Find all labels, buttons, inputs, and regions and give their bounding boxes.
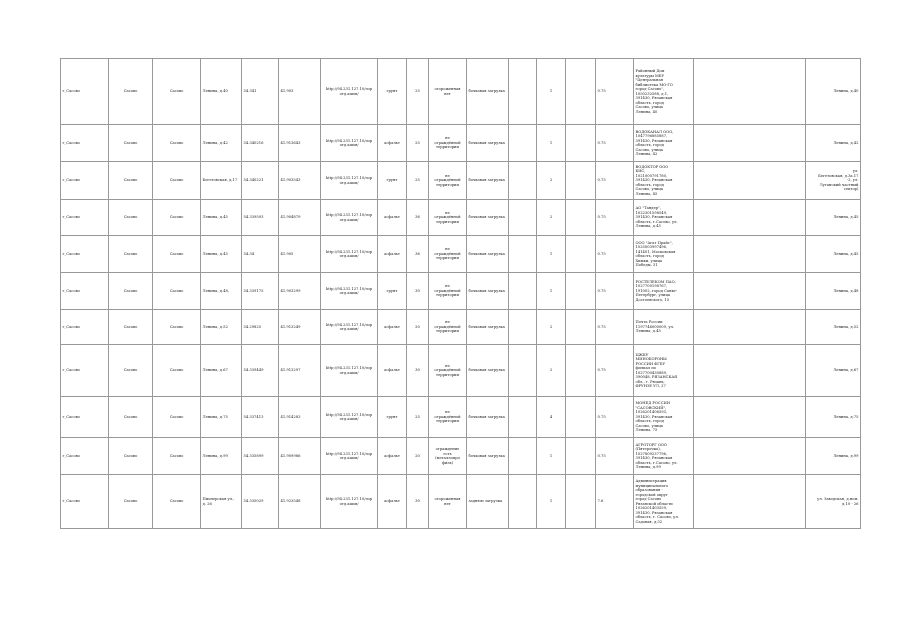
table-cell xyxy=(694,438,806,475)
table-cell xyxy=(509,397,537,438)
table-cell: 25 xyxy=(407,397,429,438)
table-cell: асфальт xyxy=(378,475,407,529)
table-cell xyxy=(694,273,806,310)
table-cell: 0.75 xyxy=(596,397,634,438)
table-cell xyxy=(509,475,537,529)
table-cell: бочковая загрузка xyxy=(467,236,509,273)
table-cell: бочковая загрузка xyxy=(467,345,509,397)
table-cell: не ограждённой территории xyxy=(429,125,467,162)
table-cell: огороженная нет xyxy=(429,475,467,529)
table-cell: 20 xyxy=(407,310,429,345)
table-cell: Ленина, д.42 xyxy=(201,125,242,162)
table-cell: бочковая загрузка xyxy=(467,438,509,475)
table-cell: асфальт xyxy=(378,236,407,273)
table-cell: 41.903299 xyxy=(279,273,321,310)
table-cell: Сасово xyxy=(153,438,201,475)
table-cell xyxy=(566,438,596,475)
table-cell: Бегетовская, д.17 xyxy=(201,162,242,200)
table-cell xyxy=(509,345,537,397)
table-cell xyxy=(694,345,806,397)
table-cell: не ограждённой территории xyxy=(429,345,467,397)
table-cell: грунт xyxy=(378,273,407,310)
table-cell: Почта России 1197746000009, ул. Ленина, д.45 xyxy=(634,310,694,345)
table-cell: не ограждённой территории xyxy=(429,273,467,310)
table-cell: 0.75 xyxy=(596,273,634,310)
table-cell: Ленина, д.45 xyxy=(201,236,242,273)
table-cell xyxy=(509,438,537,475)
table-cell: 36 xyxy=(407,236,429,273)
registry-table xyxy=(60,58,861,529)
table-cell: http://94.231.127.10/эор отд.ашов/ xyxy=(321,273,378,310)
table-cell: АО "Тандер", 1022301598549, 391430, Рязанская область, г.Сасово, ул. Ленина, д.45 xyxy=(634,200,694,236)
table-cell: не ограждённой территории xyxy=(429,200,467,236)
table-cell xyxy=(566,162,596,200)
table-cell: огороженная нет xyxy=(429,59,467,125)
table-cell: 54.339593 xyxy=(242,200,279,236)
table-cell: грунт xyxy=(378,397,407,438)
table-cell: г_Сасово xyxy=(61,125,109,162)
table-cell: не ограждённой территории xyxy=(429,236,467,273)
table-cell: 0.75 xyxy=(596,125,634,162)
table-cell: ООО "Агат Прайс", 1025003997496, 141401, Московская область, город Химки, улица Победы, 31 xyxy=(634,236,694,273)
table-cell: http://94.231.127.10/эор отд.ашов/ xyxy=(321,200,378,236)
table-cell: асфальт xyxy=(378,310,407,345)
table-row xyxy=(61,125,861,162)
table-cell: http://94.231.127.10/эор отд.ашов/ xyxy=(321,59,378,125)
table-cell: ул. Бегетовская, д.3а.17 -2, ул. Луганский частный сектор) xyxy=(806,162,861,200)
table-cell: 0.75 xyxy=(596,310,634,345)
table-cell: г_Сасово xyxy=(61,397,109,438)
table-cell: 0.75 xyxy=(596,438,634,475)
table-cell: Ленина, д.48, xyxy=(201,273,242,310)
table-cell: 41.904879 xyxy=(279,200,321,236)
table-cell: Ленина, д.67 xyxy=(806,345,861,397)
table-cell xyxy=(566,310,596,345)
table-cell: 36 xyxy=(407,200,429,236)
table-cell: 41.913297 xyxy=(279,345,321,397)
table-cell: ул. Заводская, д.ном. д.10 - 26 xyxy=(806,475,861,529)
table-cell: 41.905 xyxy=(279,236,321,273)
table-cell: Ленина, д.52 xyxy=(201,310,242,345)
table-cell: 30 xyxy=(407,475,429,529)
table-cell: 41.913249 xyxy=(279,310,321,345)
table-cell xyxy=(694,236,806,273)
table-cell: 54.340221 xyxy=(242,162,279,200)
table-cell: бочковая загрузка xyxy=(467,125,509,162)
table-cell xyxy=(509,59,537,125)
table-cell: г_Сасово xyxy=(61,273,109,310)
table-cell: 0.75 xyxy=(596,200,634,236)
table-cell: грунт xyxy=(378,59,407,125)
table-cell: 41.913643 xyxy=(279,125,321,162)
table-cell xyxy=(694,200,806,236)
table-cell xyxy=(509,273,537,310)
table-cell: http://94.231.127.10/эор отд.ашов/ xyxy=(321,438,378,475)
table-cell: г_Сасово xyxy=(61,438,109,475)
table-cell: 1 xyxy=(537,475,566,529)
table-cell: Сасово xyxy=(153,59,201,125)
table-cell: Сасово xyxy=(153,397,201,438)
table-cell: Сасово xyxy=(109,310,153,345)
table-cell: асфальт xyxy=(378,438,407,475)
table-cell: 0.75 xyxy=(596,236,634,273)
table-cell: 0.75 xyxy=(596,345,634,397)
table-cell xyxy=(566,345,596,397)
table-cell: 25 xyxy=(407,59,429,125)
table-cell: г_Сасово xyxy=(61,475,109,529)
table-cell: 1 xyxy=(537,236,566,273)
table-cell: 54.29825 xyxy=(242,310,279,345)
table-cell: 1 xyxy=(537,59,566,125)
table-row xyxy=(61,310,861,345)
table-cell: 41.923548 xyxy=(279,475,321,529)
table-row xyxy=(61,345,861,397)
table-cell xyxy=(694,125,806,162)
table-cell: Ленина, д.48 xyxy=(806,273,861,310)
table-cell: http://94.231.127.10/эор отд.ашов/ xyxy=(321,162,378,200)
table-cell: 54.339449 xyxy=(242,345,279,397)
table-cell: http://94.231.127.10/эор отд.ашов/ xyxy=(321,397,378,438)
table-cell: 54.335899 xyxy=(242,438,279,475)
table-cell: Сасово xyxy=(109,162,153,200)
table-cell: Ленина, д.42 xyxy=(806,125,861,162)
table-row xyxy=(61,200,861,236)
table-cell: бочковая загрузка xyxy=(467,200,509,236)
table-cell: Ленина, д.75 xyxy=(201,397,242,438)
table-cell xyxy=(509,236,537,273)
table-cell xyxy=(566,59,596,125)
table-row xyxy=(61,475,861,529)
table-cell: Ленина, д.45 xyxy=(806,200,861,236)
table-cell: Сасово xyxy=(109,273,153,310)
table-cell: Ленина, д.45 xyxy=(806,236,861,273)
table-cell: 0.75 xyxy=(596,59,634,125)
table-cell: г_Сасово xyxy=(61,59,109,125)
table-cell: Сасово xyxy=(109,125,153,162)
table-cell xyxy=(566,397,596,438)
table-cell: г_Сасово xyxy=(61,162,109,200)
table-cell: бочковая загрузка xyxy=(467,59,509,125)
table-cell: Сасово xyxy=(153,273,201,310)
table-cell xyxy=(566,236,596,273)
table-cell: 30 xyxy=(407,273,429,310)
table-cell: ВОДОКТОР ООО БИС, 1021000791780, 391430, Рязанская область, город Сасово, улица Ленина, 45 xyxy=(634,162,694,200)
table-cell: г_Сасово xyxy=(61,310,109,345)
table-cell: Сасово xyxy=(153,125,201,162)
table-cell xyxy=(694,59,806,125)
table-cell xyxy=(694,310,806,345)
table-cell: Сасово xyxy=(109,475,153,529)
table-cell: Ленина, д.45 xyxy=(201,200,242,236)
table-cell: Администрация муниципального образования - городской округ город Сасово Рязанской области 1026201403559, 391430, Рязанская область, г. Сасово, ул. Садовая, д.32 xyxy=(634,475,694,529)
table-cell xyxy=(566,273,596,310)
table-cell xyxy=(566,475,596,529)
table-cell: Сасово xyxy=(153,345,201,397)
table-row xyxy=(61,438,861,475)
table-cell: РОСТЕЛЕКОМ ПАО, 1027700198767, 191002, город Санкт- Петербург, улица Достоевского, 15 xyxy=(634,273,694,310)
table-cell: 54.335029 xyxy=(242,475,279,529)
table-cell: 41.914283 xyxy=(279,397,321,438)
table-cell xyxy=(694,162,806,200)
table-cell xyxy=(694,397,806,438)
table-cell: 41.903543 xyxy=(279,162,321,200)
table-cell: заднюю загрузка xyxy=(467,475,509,529)
table-cell: 54.340216 xyxy=(242,125,279,162)
table-cell: http://94.231.127.10/эор отд.ашов/ xyxy=(321,345,378,397)
table-cell: Районный Дом культуры МБУ "Центральная библиотека МО-ГО город Сасово", 1050232588, д.1, 391430, Рязанская область, город Сасово, улица Ленина, 40 xyxy=(634,59,694,125)
table-cell: Ленина, д.40 xyxy=(201,59,242,125)
table-cell: 54.34 xyxy=(242,236,279,273)
table-cell: 30 xyxy=(407,345,429,397)
table-cell: не ограждённой территории xyxy=(429,397,467,438)
table-cell: бочковая загрузка xyxy=(467,310,509,345)
table-cell: не ограждённой территории xyxy=(429,162,467,200)
table-cell: асфальт xyxy=(378,345,407,397)
table-cell: ограждение есть (металлопро филь) xyxy=(429,438,467,475)
table-cell: http://94.231.127.10/эор отд.ашов/ xyxy=(321,310,378,345)
table-cell: 1 xyxy=(537,438,566,475)
table-cell: 25 xyxy=(407,125,429,162)
table-cell xyxy=(566,200,596,236)
table-cell: 2 xyxy=(537,310,566,345)
table-cell: 54.339175 xyxy=(242,273,279,310)
table-cell: 2 xyxy=(537,200,566,236)
table-cell: МОНЕД РОССИИ "САСОВСКИЙ", 1026201406593, 391430, Рязанская область, город Сасово, улица Ленина, 75 xyxy=(634,397,694,438)
table-cell: Ленина, д.67 xyxy=(201,345,242,397)
table-cell: 25 xyxy=(407,162,429,200)
table-cell: Сасово xyxy=(153,236,201,273)
table-cell: Сасово xyxy=(153,200,201,236)
table-row xyxy=(61,273,861,310)
table-cell: Ленина, д.75 xyxy=(806,397,861,438)
table-cell: Пионерская ул., д. 26 xyxy=(201,475,242,529)
table-cell: Ленина, д.40 xyxy=(806,59,861,125)
table-cell: Ленина, д.99 xyxy=(201,438,242,475)
table-cell: Сасово xyxy=(109,438,153,475)
table-row xyxy=(61,397,861,438)
table-row xyxy=(61,236,861,273)
table-cell: 41.909986 xyxy=(279,438,321,475)
table-cell: Ленина, д.52 xyxy=(806,310,861,345)
table-cell: ВОДОКАНАЛ ООО, 1047796885887, 391430, Рязанская область, город Сасово, улица Ленина, 42 xyxy=(634,125,694,162)
table-cell: 41.903 xyxy=(279,59,321,125)
table-cell: не ограждённой территории xyxy=(429,310,467,345)
table-cell: Сасово xyxy=(153,162,201,200)
table-cell: Сасово xyxy=(109,59,153,125)
table-cell: 4 xyxy=(537,397,566,438)
table-cell: 54.337413 xyxy=(242,397,279,438)
table-cell: бочковая загрузка xyxy=(467,273,509,310)
table-cell: бочковая загрузка xyxy=(467,397,509,438)
table-cell: асфальт xyxy=(378,125,407,162)
table-cell: бочковая загрузка xyxy=(467,162,509,200)
table-cell: асфальт xyxy=(378,200,407,236)
table-cell: 2 xyxy=(537,162,566,200)
table-row xyxy=(61,59,861,125)
table-cell: http://94.231.127.10/эор отд.ашов/ xyxy=(321,236,378,273)
table-cell xyxy=(694,475,806,529)
table-row xyxy=(61,162,861,200)
table-cell xyxy=(509,125,537,162)
table-cell xyxy=(509,310,537,345)
table-cell: 1 xyxy=(537,273,566,310)
table-cell: г_Сасово xyxy=(61,236,109,273)
table-cell: АГРОТОРГ ООО (Пятерочка), 1027809237796, 391430, Рязанская область, г.Сасово, ул. Ленина, д.99 xyxy=(634,438,694,475)
table-cell: грунт xyxy=(378,162,407,200)
table-cell: 2 xyxy=(537,345,566,397)
table-cell xyxy=(509,200,537,236)
table-cell xyxy=(509,162,537,200)
table-cell xyxy=(566,125,596,162)
table-cell: Сасово xyxy=(109,345,153,397)
table-cell: Сасово xyxy=(109,397,153,438)
table-cell: г_Сасово xyxy=(61,200,109,236)
table-cell: 7.6 xyxy=(596,475,634,529)
table-cell: Сасово xyxy=(109,200,153,236)
table-cell: http://94.231.127.10/эор отд.ашов/ xyxy=(321,125,378,162)
table-cell: Сасово xyxy=(153,475,201,529)
table-cell: 1 xyxy=(537,125,566,162)
table-cell: Сасово xyxy=(109,236,153,273)
table-cell: http://94.231.127.10/эор отд.ашов/ xyxy=(321,475,378,529)
table-cell: 54.341 xyxy=(242,59,279,125)
table-cell: Ленина, д.99 xyxy=(806,438,861,475)
table-cell: ЦЖКУ МИНОБОРОНЫ РОССИИ ФГБУ филиал по 1027700430889, 390048, РЯЗАНСКАЯ обл., г. Рязань, ФРУНЗЕ УЛ, 27 xyxy=(634,345,694,397)
table-cell: г_Сасово xyxy=(61,345,109,397)
table-cell: 20 xyxy=(407,438,429,475)
table-cell: Сасово xyxy=(153,310,201,345)
table-cell: 0.75 xyxy=(596,162,634,200)
